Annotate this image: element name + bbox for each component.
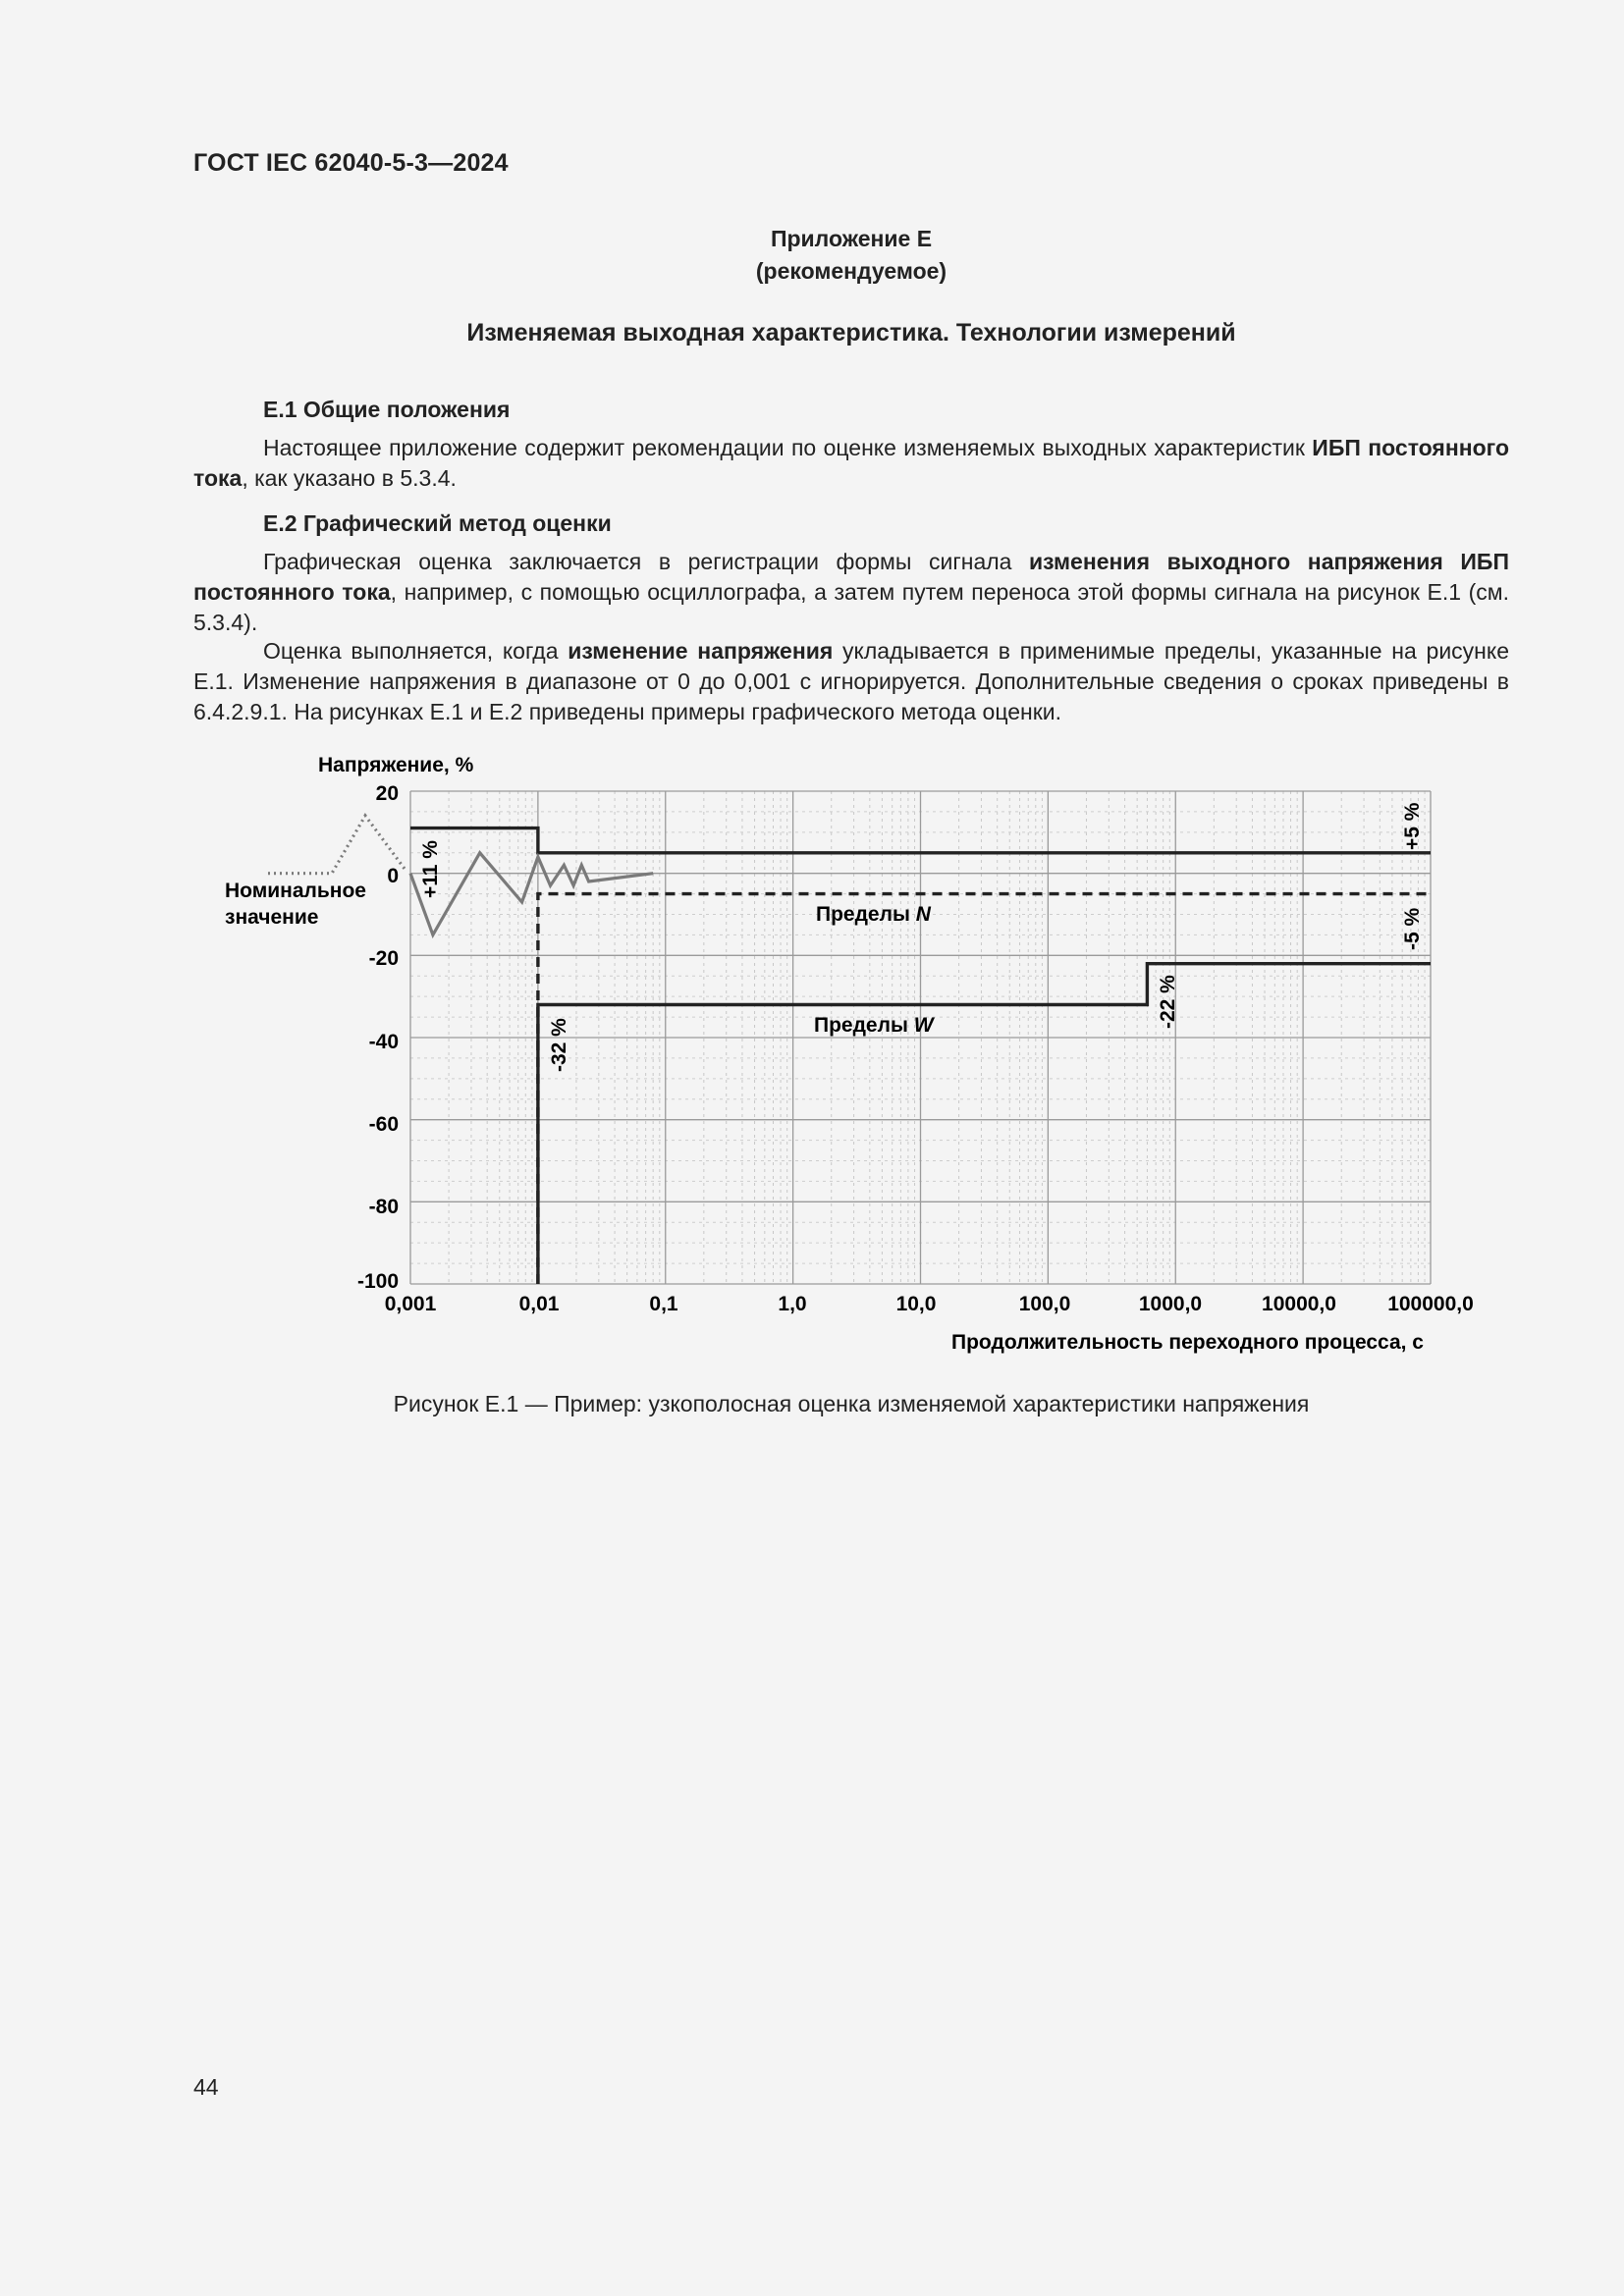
nominal-label: Номинальное (225, 880, 366, 902)
nominal-lead-in-line (268, 816, 406, 874)
text-run: Оценка выполняется, когда (263, 638, 568, 664)
y-tick-label: -20 (368, 947, 399, 970)
minus-5-label: -5 % (1401, 907, 1424, 950)
annex-status: (рекомендуемое) (755, 258, 947, 284)
x-axis-ticks (385, 1293, 1474, 1315)
document-id: ГОСТ IEC 62040-5-3—2024 (193, 149, 509, 177)
series-line-2 (538, 964, 1431, 1284)
figure-caption: Рисунок E.1 — Пример: узкополосная оценка изменяемой характеристики напряжения (393, 1391, 1310, 1416)
y-tick-label: -40 (368, 1031, 399, 1053)
limits-w-label (814, 1014, 936, 1037)
plus-5-label: +5 % (1401, 802, 1424, 850)
x-tick-label: 1000,0 (1138, 1293, 1203, 1315)
y-axis-title: Напряжение, % (318, 754, 474, 776)
section-e2-title: E.2 Графический метод оценки (263, 510, 612, 536)
text-run-bold: изменения выходного напряжения ИБП постоянного тока (193, 549, 1509, 605)
y-tick-label: 0 (387, 865, 399, 887)
limits-w-word: Пределы (814, 1014, 908, 1037)
text-run-bold: ИБП постоянного тока (193, 435, 1509, 491)
x-tick-label: 10,0 (895, 1293, 937, 1315)
x-axis-title: Продолжительность переходного процесса, с (951, 1331, 1424, 1354)
series-layer (268, 816, 1431, 1284)
limits-n-word: Пределы (816, 903, 910, 926)
y-tick-label: -100 (356, 1270, 399, 1293)
y-tick-label: -60 (368, 1113, 399, 1136)
x-tick-label: 0,1 (649, 1293, 678, 1315)
x-tick-label: 1,0 (778, 1293, 807, 1315)
text-run: , например, с помощью осциллографа, а затем путем переноса этой формы сигнала на рисунок E.1 (см. 5.3.4). (193, 579, 1509, 635)
x-tick-label: 100000,0 (1387, 1293, 1474, 1315)
minus-32-label: -32 % (548, 1018, 570, 1072)
plus-11-label: +11 % (419, 840, 442, 898)
limits-w-letter: W (913, 1014, 934, 1037)
text-run: Настоящее приложение содержит рекомендации по оценке изменяемых выходных характеристик (263, 435, 1313, 460)
x-tick-label: 0,001 (384, 1293, 437, 1315)
page-number: 44 (193, 2074, 219, 2100)
text-run: , как указано в 5.3.4. (242, 465, 457, 491)
text-run-bold: изменение напряжения (568, 638, 834, 664)
annex-title: Приложение E (770, 226, 933, 251)
minus-22-label: -22 % (1157, 975, 1179, 1029)
x-tick-label: 0,01 (518, 1293, 560, 1315)
x-tick-label: 10000,0 (1262, 1293, 1336, 1315)
limits-n-letter: N (915, 903, 931, 926)
y-tick-label: 20 (375, 782, 399, 805)
annex-heading: Изменяемая выходная характеристика. Технологии измерений (466, 319, 1236, 347)
nominal-label: значение (225, 906, 319, 929)
text-run: укладывается в применимые пределы, указанные на рисунке E.1. Изменение напряжения в диапазоне от 0 до 0,001 с игнорируется. Дополнительные сведения о сроках приведены в 6.4.2.9.1. На рисунках E.1 и E.2 приведены примеры графического метода оценки. (193, 638, 1509, 724)
y-axis-ticks (357, 782, 399, 1293)
series-line-1 (538, 894, 1431, 1284)
y-tick-label: -80 (368, 1196, 399, 1218)
limits-n-label (816, 903, 932, 926)
section-e1-title: E.1 Общие положения (263, 397, 511, 422)
chart-annotations (225, 802, 1424, 1072)
x-tick-label: 100,0 (1018, 1293, 1071, 1315)
text-run: Графическая оценка заключается в регистрации формы сигнала (263, 549, 1030, 574)
